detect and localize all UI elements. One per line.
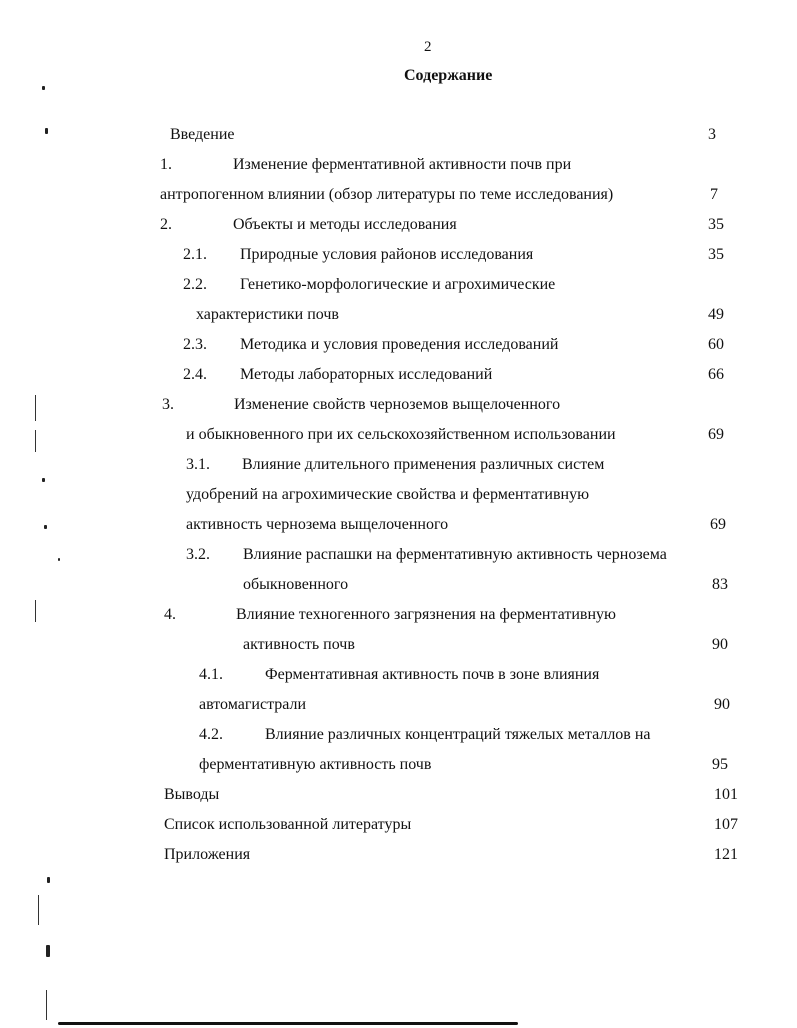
toc-entry-text: Изменение ферментативной активности почв при <box>233 156 572 173</box>
toc-entry-number: 2.1. <box>183 246 207 263</box>
toc-entry-text: Изменение свойств черноземов выщелоченного <box>234 396 561 413</box>
toc-entry-number: 4. <box>164 606 176 623</box>
toc-page: 35 <box>708 216 724 233</box>
scan-speck <box>42 478 45 482</box>
scan-speck <box>45 128 48 134</box>
toc-entry-text: Методы лабораторных исследований <box>240 366 493 383</box>
scan-mark <box>35 430 36 452</box>
toc-entry-text: Влияние техногенного загрязнения на ферментативную <box>236 606 616 623</box>
toc-entry-number: 2.3. <box>183 336 207 353</box>
toc-page: 90 <box>714 696 730 713</box>
toc-entry-text: Введение <box>170 126 235 143</box>
toc-page: 83 <box>712 576 728 593</box>
toc-entry-text: удобрений на агрохимические свойства и ферментативную <box>186 486 590 503</box>
toc-page: 121 <box>714 846 738 863</box>
page-number: 2 <box>424 39 432 55</box>
toc-entry-text: Природные условия районов исследования <box>240 246 534 263</box>
toc-entry-text: Влияние различных концентраций тяжелых металлов на <box>265 726 651 743</box>
toc-entry-text: Генетико-морфологические и агрохимические <box>240 276 556 293</box>
toc-entry-text: Приложения <box>164 846 251 863</box>
toc-page: 49 <box>708 306 724 323</box>
toc-entry-text: Список использованной литературы <box>164 816 412 833</box>
toc-entry-number: 2.4. <box>183 366 207 383</box>
scan-mark <box>38 895 39 925</box>
toc-entry-number: 2.2. <box>183 276 207 293</box>
page-title: Содержание <box>404 67 493 84</box>
toc-page: 3 <box>708 126 716 143</box>
toc-entry-number: 2. <box>160 216 172 233</box>
toc-page: 69 <box>708 426 724 443</box>
toc-entry-text: характеристики почв <box>196 306 339 323</box>
scan-speck <box>47 877 50 883</box>
toc-entry-text: Влияние распашки на ферментативную активность чернозема <box>243 546 667 563</box>
scan-edge-line <box>58 1022 518 1025</box>
toc-entry-text: автомагистрали <box>199 696 307 713</box>
toc-page: 69 <box>710 516 726 533</box>
toc-entry-number: 3.2. <box>186 546 210 563</box>
toc-page: 90 <box>712 636 728 653</box>
toc-entry-number: 4.2. <box>199 726 223 743</box>
scan-mark <box>35 395 36 421</box>
toc-entry-number: 4.1. <box>199 666 223 683</box>
toc-entry-text: активность почв <box>243 636 355 653</box>
toc-entry-number: 3. <box>162 396 174 413</box>
toc-entry-text: Методика и условия проведения исследований <box>240 336 559 353</box>
toc-entry-text: Ферментативная активность почв в зоне влияния <box>265 666 600 683</box>
scan-mark <box>35 600 36 622</box>
toc-page: 107 <box>714 816 738 833</box>
toc-entry-text: и обыкновенного при их сельскохозяйственном использовании <box>186 426 616 443</box>
toc-page: 66 <box>708 366 724 383</box>
toc-entry-text: Выводы <box>164 786 220 803</box>
toc-page: 101 <box>714 786 738 803</box>
scan-mark <box>46 990 47 1020</box>
scan-speck <box>46 945 50 957</box>
toc-entry-text: антропогенном влиянии (обзор литературы по теме исследования) <box>160 186 614 203</box>
toc-entry-text: активность чернозема выщелоченного <box>186 516 449 533</box>
toc-page: 95 <box>712 756 728 773</box>
toc-page: 60 <box>708 336 724 353</box>
scan-speck <box>42 86 45 90</box>
toc-entry-text: Влияние длительного применения различных систем <box>242 456 605 473</box>
scan-speck <box>58 558 60 561</box>
toc-entry-text: ферментативную активность почв <box>199 756 432 773</box>
toc-entry-number: 3.1. <box>186 456 210 473</box>
toc-entry-text: Объекты и методы исследования <box>233 216 457 233</box>
toc-entry-number: 1. <box>160 156 172 173</box>
toc-page: 7 <box>710 186 718 203</box>
toc-page: 35 <box>708 246 724 263</box>
toc-entry-text: обыкновенного <box>243 576 349 593</box>
scan-speck <box>44 525 47 529</box>
